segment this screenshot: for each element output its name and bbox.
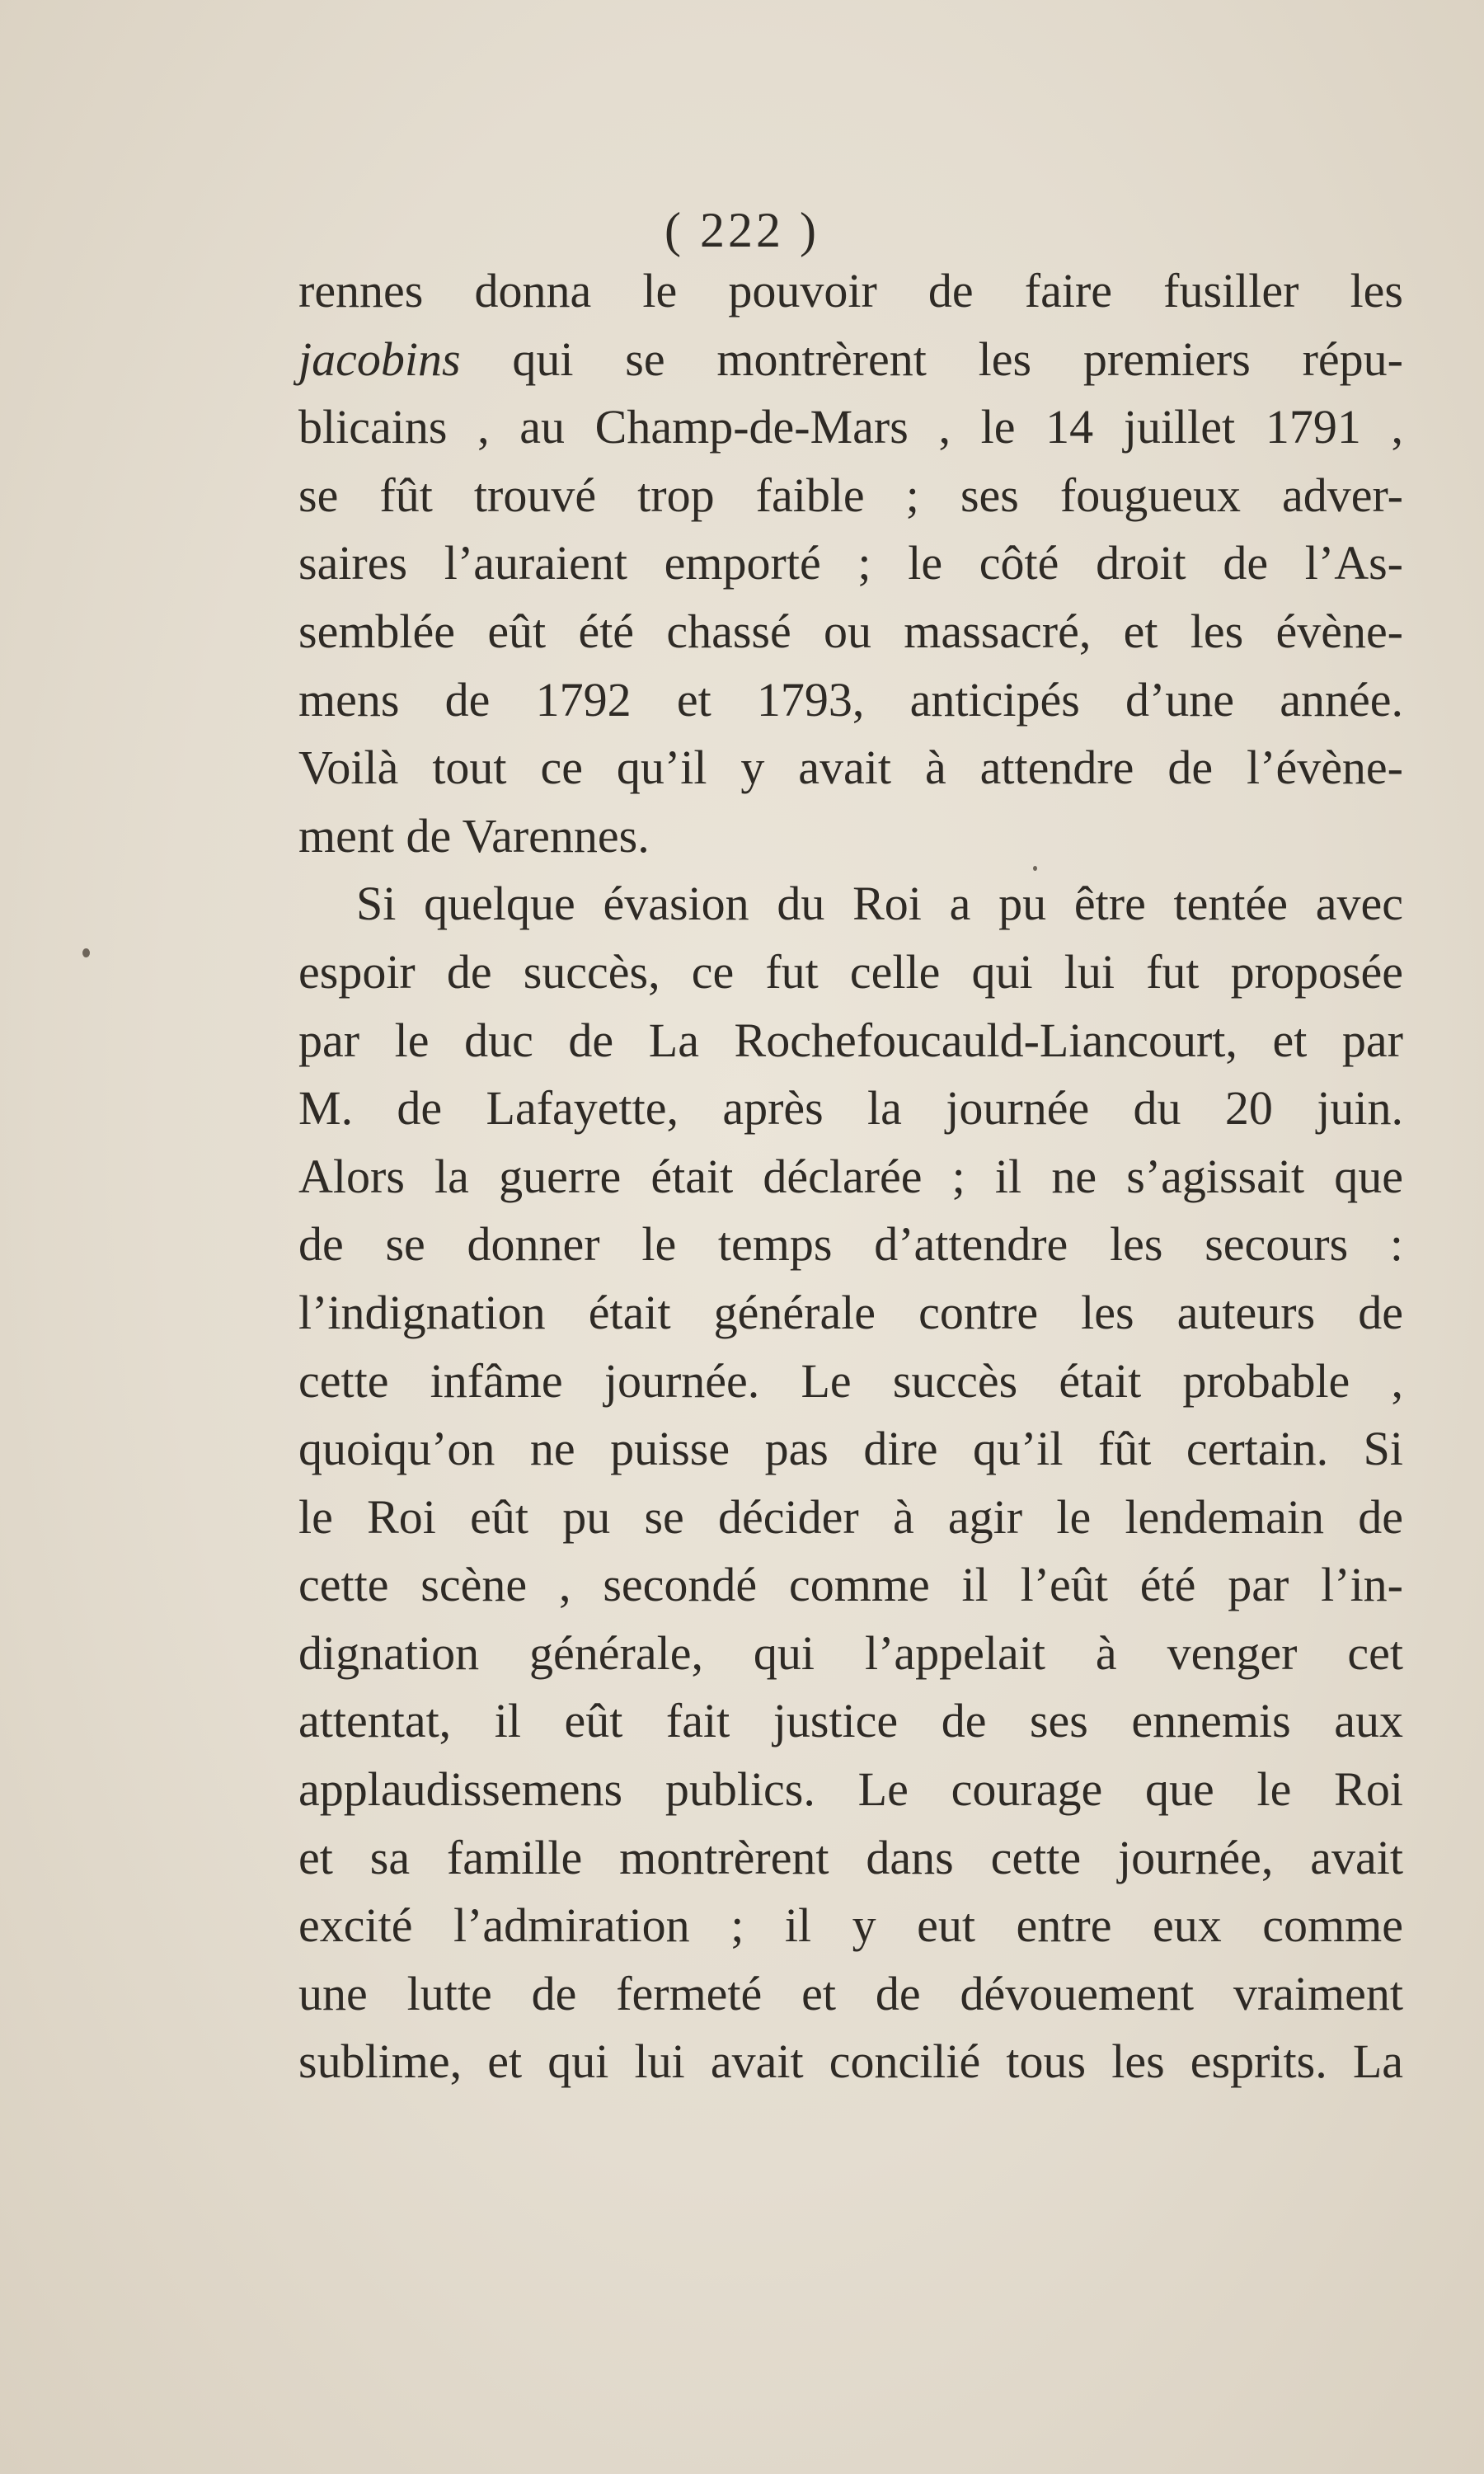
text-line: M. de Lafayette, après la journée du 20 juin. xyxy=(298,1081,1403,1136)
text-line: et sa famille montrèrent dans cette journée, avait xyxy=(298,1830,1403,1884)
text-line: applaudissemens publics. Le courage que le Roi xyxy=(298,1762,1403,1817)
text-line: sublime, et qui lui avait concilié tous les esprits. La xyxy=(298,2034,1403,2089)
paragraph-2 xyxy=(298,870,1403,2096)
text-line: saires l’auraient emporté ; le côté droit de l’As- xyxy=(298,536,1403,590)
text-line: semblée eût été chassé ou massacré, et les évène- xyxy=(298,604,1403,658)
text-line: attentat, il eût fait justice de ses ennemis aux xyxy=(298,1694,1403,1748)
text-line: excité l’admiration ; il y eut entre eux comme xyxy=(298,1898,1403,1953)
body-text xyxy=(298,257,1403,2096)
text-line: Alors la guerre était déclarée ; il ne s’agissait que xyxy=(298,1149,1403,1203)
text-line: se fût trouvé trop faible ; ses fougueux adver- xyxy=(298,468,1403,522)
paragraph-1 xyxy=(298,257,1403,870)
text-line: l’indignation était générale contre les auteurs de xyxy=(298,1285,1403,1339)
text-line: le Roi eût pu se décider à agir le lendemain de xyxy=(298,1489,1403,1544)
text-line: espoir de succès, ce fut celle qui lui fut proposée xyxy=(298,944,1403,999)
page-number: ( 222 ) xyxy=(665,203,819,257)
ink-speck xyxy=(1033,866,1037,871)
text-line: par le duc de La Rochefoucauld-Liancourt, et par xyxy=(298,1013,1403,1067)
text-line: cette infâme journée. Le succès était probable , xyxy=(298,1353,1403,1408)
text-line: ment de Varennes. xyxy=(298,808,650,863)
text-line: blicains , au Champ-de-Mars , le 14 juillet 1791 , xyxy=(298,400,1403,454)
text-line xyxy=(298,326,1403,394)
italic-term: jacobins xyxy=(298,332,461,386)
text-line: rennes donna le pouvoir de faire fusiller les xyxy=(298,264,1403,317)
text-line: Voilà tout ce qu’il y avait à attendre de l’évène- xyxy=(298,741,1403,795)
text-line: cette scène , secondé comme il l’eût été par l’in- xyxy=(298,1558,1403,1612)
text-line: quoiqu’on ne puisse pas dire qu’il fût certain. Si xyxy=(298,1422,1403,1476)
ink-speck xyxy=(82,948,90,957)
text-span: qui se montrèrent les premiers répu- xyxy=(460,332,1403,386)
text-line: dignation générale, qui l’appelait à venger cet xyxy=(298,1625,1403,1680)
text-line: Si quelque évasion du Roi a pu être tentée avec xyxy=(356,877,1403,931)
text-line: mens de 1792 et 1793, anticipés d’une année. xyxy=(298,672,1403,727)
text-line: une lutte de fermeté et de dévouement vraiment xyxy=(298,1966,1403,2020)
text-line: de se donner le temps d’attendre les secours : xyxy=(298,1217,1403,1272)
